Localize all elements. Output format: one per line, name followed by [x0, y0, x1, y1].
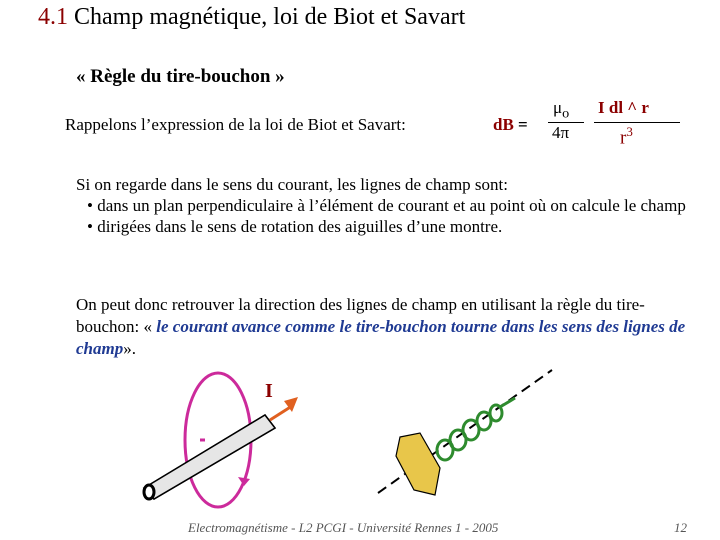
wire-shading	[144, 415, 275, 499]
title-text: Champ magnétique, loi de Biot et Savart	[68, 4, 466, 30]
corkscrew-axis	[378, 370, 552, 493]
corkscrew-handle	[396, 433, 440, 495]
title-number: 4.1	[38, 4, 68, 30]
equation-numerator: I dl ^ r	[598, 98, 649, 117]
equation-mu: $\mu_o$	[553, 98, 570, 122]
footer-text: Electromagnétisme - L2 PCGI - Université Rennes 1 - 2005	[188, 520, 499, 535]
equation-four-pi: 4π	[552, 123, 570, 142]
equation-denominator: $r^3$	[620, 124, 633, 149]
equation-exponent: 3	[626, 124, 633, 139]
page-number: 12	[674, 520, 687, 535]
equation-mu-sub: o	[562, 105, 570, 122]
paragraph-1-line: Si on regarde dans le sens du courant, les lignes de champ sont:	[76, 175, 508, 194]
field-loop-arrow-icon	[238, 477, 250, 486]
current-label: I	[265, 380, 273, 402]
bullet-2: • dirigées dans le sens de rotation des aiguilles d’une montre.	[87, 217, 503, 236]
current-arrow-shaft	[270, 406, 292, 420]
corkscrew-spiral	[437, 398, 515, 460]
paragraph-2-text: On peut donc retrouver la direction des lignes de champ en utilisant la règle du tire-bouchon: «	[76, 295, 645, 336]
paragraph-2-end: ».	[123, 339, 136, 358]
bullet-1: • dans un plan perpendiculaire à l’élément de courant et au point où on calcule le champ	[87, 196, 686, 215]
intro-text: Rappelons l’expression de la loi de Biot et Savart:	[65, 115, 406, 134]
slide-subtitle: « Règle du tire-bouchon »	[76, 66, 285, 87]
equation-db: dB	[493, 115, 514, 134]
equation-equals: =	[518, 115, 528, 134]
corkscrew-rule-quote: le courant avance comme le tire-bouchon tourne dans les sens des lignes de champ	[76, 317, 686, 358]
wire-end-cap	[144, 485, 154, 499]
